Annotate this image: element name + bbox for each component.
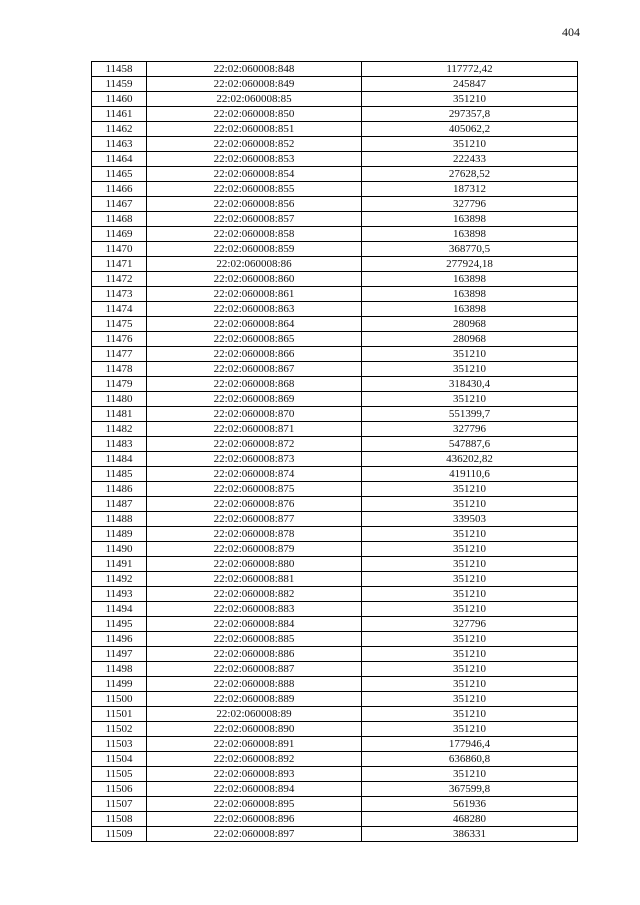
- row-number-cell: 11474: [92, 302, 147, 317]
- cadastral-number-cell: 22:02:060008:891: [147, 737, 362, 752]
- row-number-cell: 11467: [92, 197, 147, 212]
- cadastral-number-cell: 22:02:060008:848: [147, 62, 362, 77]
- value-cell: 551399,7: [362, 407, 578, 422]
- cadastral-number-cell: 22:02:060008:876: [147, 497, 362, 512]
- table-row: [92, 707, 578, 722]
- value-cell: 351210: [362, 722, 578, 737]
- row-number-cell: 11478: [92, 362, 147, 377]
- cadastral-number-cell: 22:02:060008:881: [147, 572, 362, 587]
- row-number-cell: 11475: [92, 317, 147, 332]
- row-number-cell: 11506: [92, 782, 147, 797]
- table-row: [92, 647, 578, 662]
- value-cell: 163898: [362, 212, 578, 227]
- value-cell: 436202,82: [362, 452, 578, 467]
- table-row: [92, 572, 578, 587]
- table-row: [92, 617, 578, 632]
- table-row: [92, 512, 578, 527]
- value-cell: 351210: [362, 647, 578, 662]
- cadastral-number-cell: 22:02:060008:888: [147, 677, 362, 692]
- cadastral-number-cell: 22:02:060008:851: [147, 122, 362, 137]
- table-row: [92, 107, 578, 122]
- cadastral-number-cell: 22:02:060008:895: [147, 797, 362, 812]
- table-row: [92, 362, 578, 377]
- cadastral-number-cell: 22:02:060008:854: [147, 167, 362, 182]
- cadastral-table: [91, 61, 578, 842]
- value-cell: 351210: [362, 362, 578, 377]
- cadastral-number-cell: 22:02:060008:858: [147, 227, 362, 242]
- table-row: [92, 602, 578, 617]
- value-cell: 351210: [362, 557, 578, 572]
- value-cell: 117772,42: [362, 62, 578, 77]
- row-number-cell: 11460: [92, 92, 147, 107]
- row-number-cell: 11504: [92, 752, 147, 767]
- cadastral-number-cell: 22:02:060008:850: [147, 107, 362, 122]
- table-row: [92, 257, 578, 272]
- table-row: [92, 437, 578, 452]
- value-cell: 351210: [362, 707, 578, 722]
- cadastral-number-cell: 22:02:060008:894: [147, 782, 362, 797]
- row-number-cell: 11502: [92, 722, 147, 737]
- value-cell: 351210: [362, 92, 578, 107]
- value-cell: 327796: [362, 197, 578, 212]
- row-number-cell: 11470: [92, 242, 147, 257]
- value-cell: 405062,2: [362, 122, 578, 137]
- cadastral-number-cell: 22:02:060008:879: [147, 542, 362, 557]
- value-cell: 245847: [362, 77, 578, 92]
- row-number-cell: 11501: [92, 707, 147, 722]
- table-row: [92, 452, 578, 467]
- table-row: [92, 287, 578, 302]
- table-row: [92, 737, 578, 752]
- value-cell: 163898: [362, 287, 578, 302]
- table-row: [92, 767, 578, 782]
- value-cell: 351210: [362, 587, 578, 602]
- row-number-cell: 11473: [92, 287, 147, 302]
- cadastral-number-cell: 22:02:060008:889: [147, 692, 362, 707]
- cadastral-number-cell: 22:02:060008:868: [147, 377, 362, 392]
- row-number-cell: 11464: [92, 152, 147, 167]
- value-cell: 351210: [362, 677, 578, 692]
- table-row: [92, 542, 578, 557]
- row-number-cell: 11465: [92, 167, 147, 182]
- table-row: [92, 152, 578, 167]
- cadastral-number-cell: 22:02:060008:886: [147, 647, 362, 662]
- cadastral-number-cell: 22:02:060008:877: [147, 512, 362, 527]
- cadastral-number-cell: 22:02:060008:866: [147, 347, 362, 362]
- row-number-cell: 11494: [92, 602, 147, 617]
- value-cell: 561936: [362, 797, 578, 812]
- value-cell: 327796: [362, 422, 578, 437]
- row-number-cell: 11489: [92, 527, 147, 542]
- cadastral-number-cell: 22:02:060008:884: [147, 617, 362, 632]
- row-number-cell: 11503: [92, 737, 147, 752]
- cadastral-number-cell: 22:02:060008:874: [147, 467, 362, 482]
- table-row: [92, 77, 578, 92]
- cadastral-number-cell: 22:02:060008:873: [147, 452, 362, 467]
- row-number-cell: 11462: [92, 122, 147, 137]
- row-number-cell: 11500: [92, 692, 147, 707]
- row-number-cell: 11495: [92, 617, 147, 632]
- cadastral-number-cell: 22:02:060008:865: [147, 332, 362, 347]
- cadastral-number-cell: 22:02:060008:860: [147, 272, 362, 287]
- row-number-cell: 11469: [92, 227, 147, 242]
- value-cell: 297357,8: [362, 107, 578, 122]
- table-row: [92, 662, 578, 677]
- value-cell: 280968: [362, 332, 578, 347]
- value-cell: 327796: [362, 617, 578, 632]
- table-row: [92, 242, 578, 257]
- row-number-cell: 11498: [92, 662, 147, 677]
- table-row: [92, 392, 578, 407]
- value-cell: 386331: [362, 827, 578, 842]
- table-row: [92, 467, 578, 482]
- value-cell: 351210: [362, 662, 578, 677]
- value-cell: 351210: [362, 632, 578, 647]
- row-number-cell: 11491: [92, 557, 147, 572]
- table-row: [92, 557, 578, 572]
- table-row: [92, 812, 578, 827]
- table-row: [92, 752, 578, 767]
- table-row: [92, 377, 578, 392]
- table-row: [92, 317, 578, 332]
- value-cell: 351210: [362, 482, 578, 497]
- cadastral-number-cell: 22:02:060008:882: [147, 587, 362, 602]
- cadastral-number-cell: 22:02:060008:870: [147, 407, 362, 422]
- cadastral-number-cell: 22:02:060008:878: [147, 527, 362, 542]
- value-cell: 280968: [362, 317, 578, 332]
- table-row: [92, 347, 578, 362]
- value-cell: 419110,6: [362, 467, 578, 482]
- value-cell: 318430,4: [362, 377, 578, 392]
- value-cell: 351210: [362, 767, 578, 782]
- cadastral-number-cell: 22:02:060008:883: [147, 602, 362, 617]
- table-row: [92, 182, 578, 197]
- cadastral-number-cell: 22:02:060008:89: [147, 707, 362, 722]
- row-number-cell: 11507: [92, 797, 147, 812]
- cadastral-number-cell: 22:02:060008:867: [147, 362, 362, 377]
- row-number-cell: 11490: [92, 542, 147, 557]
- row-number-cell: 11496: [92, 632, 147, 647]
- cadastral-number-cell: 22:02:060008:897: [147, 827, 362, 842]
- cadastral-number-cell: 22:02:060008:852: [147, 137, 362, 152]
- table-row: [92, 827, 578, 842]
- cadastral-number-cell: 22:02:060008:875: [147, 482, 362, 497]
- value-cell: 351210: [362, 692, 578, 707]
- cadastral-number-cell: 22:02:060008:893: [147, 767, 362, 782]
- row-number-cell: 11482: [92, 422, 147, 437]
- table-row: [92, 692, 578, 707]
- value-cell: 636860,8: [362, 752, 578, 767]
- cadastral-number-cell: 22:02:060008:892: [147, 752, 362, 767]
- row-number-cell: 11468: [92, 212, 147, 227]
- table-row: [92, 482, 578, 497]
- row-number-cell: 11466: [92, 182, 147, 197]
- row-number-cell: 11476: [92, 332, 147, 347]
- value-cell: 547887,6: [362, 437, 578, 452]
- value-cell: 351210: [362, 572, 578, 587]
- row-number-cell: 11483: [92, 437, 147, 452]
- table-row: [92, 497, 578, 512]
- row-number-cell: 11488: [92, 512, 147, 527]
- row-number-cell: 11499: [92, 677, 147, 692]
- table-row: [92, 122, 578, 137]
- table-row: [92, 302, 578, 317]
- row-number-cell: 11480: [92, 392, 147, 407]
- value-cell: 177946,4: [362, 737, 578, 752]
- table-row: [92, 167, 578, 182]
- cadastral-number-cell: 22:02:060008:856: [147, 197, 362, 212]
- cadastral-number-cell: 22:02:060008:890: [147, 722, 362, 737]
- value-cell: 277924,18: [362, 257, 578, 272]
- row-number-cell: 11497: [92, 647, 147, 662]
- value-cell: 222433: [362, 152, 578, 167]
- value-cell: 368770,5: [362, 242, 578, 257]
- row-number-cell: 11485: [92, 467, 147, 482]
- cadastral-number-cell: 22:02:060008:859: [147, 242, 362, 257]
- row-number-cell: 11461: [92, 107, 147, 122]
- table-row: [92, 527, 578, 542]
- row-number-cell: 11477: [92, 347, 147, 362]
- cadastral-number-cell: 22:02:060008:863: [147, 302, 362, 317]
- value-cell: 163898: [362, 302, 578, 317]
- table-row: [92, 677, 578, 692]
- row-number-cell: 11463: [92, 137, 147, 152]
- table-row: [92, 722, 578, 737]
- value-cell: 351210: [362, 542, 578, 557]
- row-number-cell: 11509: [92, 827, 147, 842]
- value-cell: 187312: [362, 182, 578, 197]
- row-number-cell: 11459: [92, 77, 147, 92]
- cadastral-number-cell: 22:02:060008:849: [147, 77, 362, 92]
- cadastral-table-body: [92, 62, 578, 842]
- table-row: [92, 797, 578, 812]
- row-number-cell: 11505: [92, 767, 147, 782]
- table-row: [92, 632, 578, 647]
- cadastral-number-cell: 22:02:060008:864: [147, 317, 362, 332]
- table-row: [92, 407, 578, 422]
- cadastral-number-cell: 22:02:060008:86: [147, 257, 362, 272]
- value-cell: 163898: [362, 272, 578, 287]
- cadastral-number-cell: 22:02:060008:887: [147, 662, 362, 677]
- table-row: [92, 92, 578, 107]
- cadastral-number-cell: 22:02:060008:885: [147, 632, 362, 647]
- cadastral-number-cell: 22:02:060008:869: [147, 392, 362, 407]
- value-cell: 163898: [362, 227, 578, 242]
- cadastral-number-cell: 22:02:060008:872: [147, 437, 362, 452]
- table-row: [92, 212, 578, 227]
- value-cell: 27628,52: [362, 167, 578, 182]
- row-number-cell: 11493: [92, 587, 147, 602]
- page-number: 404: [562, 25, 580, 39]
- row-number-cell: 11486: [92, 482, 147, 497]
- value-cell: 367599,8: [362, 782, 578, 797]
- table-row: [92, 272, 578, 287]
- table-row: [92, 782, 578, 797]
- cadastral-number-cell: 22:02:060008:861: [147, 287, 362, 302]
- table-row: [92, 332, 578, 347]
- table-row: [92, 137, 578, 152]
- row-number-cell: 11481: [92, 407, 147, 422]
- value-cell: 468280: [362, 812, 578, 827]
- value-cell: 339503: [362, 512, 578, 527]
- row-number-cell: 11471: [92, 257, 147, 272]
- row-number-cell: 11508: [92, 812, 147, 827]
- cadastral-number-cell: 22:02:060008:880: [147, 557, 362, 572]
- value-cell: 351210: [362, 347, 578, 362]
- value-cell: 351210: [362, 497, 578, 512]
- row-number-cell: 11492: [92, 572, 147, 587]
- value-cell: 351210: [362, 602, 578, 617]
- value-cell: 351210: [362, 527, 578, 542]
- cadastral-number-cell: 22:02:060008:871: [147, 422, 362, 437]
- value-cell: 351210: [362, 137, 578, 152]
- row-number-cell: 11479: [92, 377, 147, 392]
- cadastral-number-cell: 22:02:060008:857: [147, 212, 362, 227]
- table-row: [92, 422, 578, 437]
- cadastral-number-cell: 22:02:060008:85: [147, 92, 362, 107]
- cadastral-number-cell: 22:02:060008:896: [147, 812, 362, 827]
- value-cell: 351210: [362, 392, 578, 407]
- table-row: [92, 197, 578, 212]
- table-row: [92, 587, 578, 602]
- cadastral-number-cell: 22:02:060008:855: [147, 182, 362, 197]
- cadastral-number-cell: 22:02:060008:853: [147, 152, 362, 167]
- row-number-cell: 11484: [92, 452, 147, 467]
- row-number-cell: 11458: [92, 62, 147, 77]
- table-row: [92, 227, 578, 242]
- row-number-cell: 11487: [92, 497, 147, 512]
- table-row: [92, 62, 578, 77]
- row-number-cell: 11472: [92, 272, 147, 287]
